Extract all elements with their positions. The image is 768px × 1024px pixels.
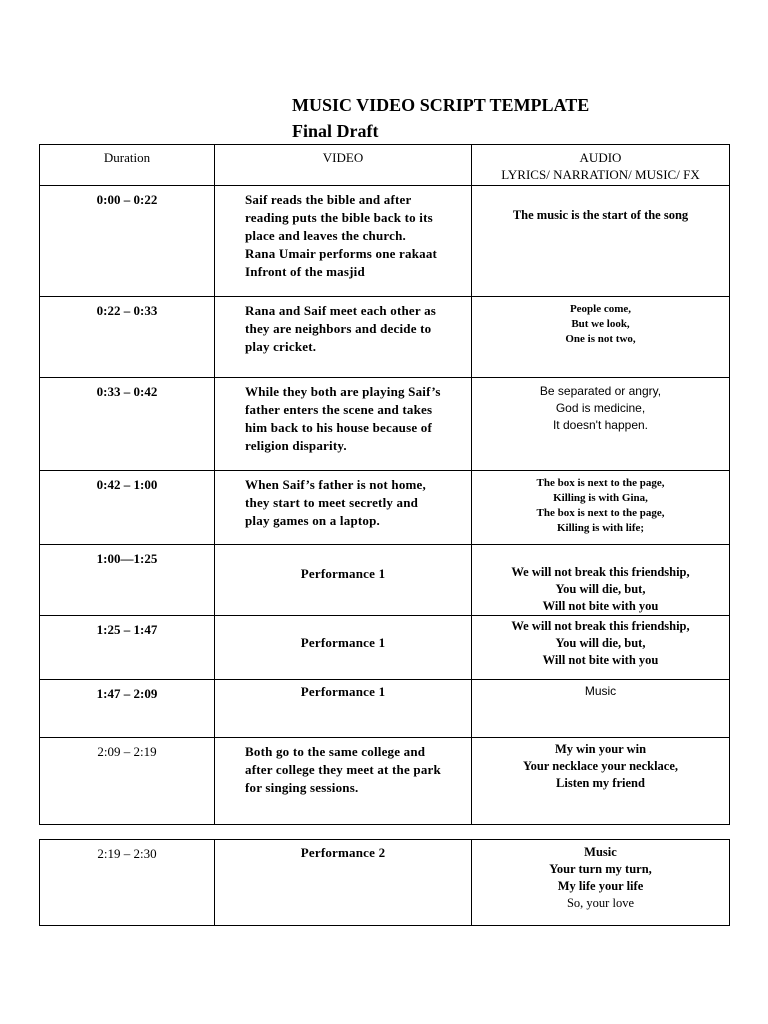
table-row — [40, 186, 730, 297]
audio-line: The box is next to the page, — [536, 477, 665, 489]
script-table — [39, 144, 730, 825]
audio-line: We will not break this friendship, — [511, 619, 690, 633]
audio-line: So, your love — [566, 896, 634, 910]
audio-line: The music is the start of the song — [512, 208, 689, 222]
audio-line: Music — [584, 684, 617, 698]
audio-cell — [472, 738, 730, 825]
video-cell — [215, 680, 472, 738]
video-line: When Saif’s father is not home, — [245, 477, 426, 492]
video-line: Both go to the same college and — [245, 744, 426, 759]
video-cell — [215, 545, 472, 616]
video-line: religion disparity. — [245, 438, 347, 453]
table-row — [40, 545, 730, 616]
video-cell — [215, 186, 472, 297]
video-line: Performance 1 — [300, 684, 386, 699]
video-cell — [215, 738, 472, 825]
duration-cell: 0:22 – 0:33 — [40, 297, 215, 378]
video-cell — [215, 616, 472, 680]
audio-line: Listen my friend — [556, 776, 645, 790]
video-line: While they both are playing Saif’s — [245, 384, 441, 399]
audio-cell — [472, 616, 730, 680]
video-line: they are neighbors and decide to — [245, 321, 432, 336]
video-line: Infront of the masjid — [245, 264, 365, 279]
video-line: after college they meet at the park — [245, 762, 441, 777]
document-subtitle: Final Draft — [292, 121, 379, 141]
document-title: MUSIC VIDEO SCRIPT TEMPLATE — [292, 95, 590, 115]
audio-cell — [472, 186, 730, 297]
audio-cell — [472, 680, 730, 738]
table-row — [40, 616, 730, 680]
video-line: they start to meet secretly and — [245, 495, 419, 510]
duration-cell: 2:09 – 2:19 — [40, 738, 215, 825]
table-row — [40, 378, 730, 471]
audio-line: Be separated or angry, — [539, 384, 662, 398]
duration-cell: 0:42 – 1:00 — [40, 471, 215, 545]
video-line: Rana Umair performs one rakaat — [245, 246, 438, 261]
audio-line: We will not break this friendship, — [511, 565, 690, 579]
header-audio-line2: LYRICS/ NARRATION/ MUSIC/ FX — [501, 167, 700, 182]
table-row — [40, 297, 730, 378]
audio-line: Will not bite with you — [542, 653, 659, 667]
duration-cell: 1:00—1:25 — [40, 545, 215, 616]
duration-cell: 1:25 – 1:47 — [40, 616, 215, 680]
duration-cell: 1:47 – 2:09 — [40, 680, 215, 738]
audio-line: The box is next to the page, — [536, 507, 665, 519]
audio-line: Killing is with life; — [556, 522, 645, 534]
audio-cell — [472, 297, 730, 378]
video-line: reading puts the bible back to its — [245, 210, 433, 225]
audio-line: People come, — [569, 303, 632, 315]
header-duration: Duration — [40, 145, 215, 186]
table-row — [40, 840, 730, 926]
audio-line: Killing is with Gina, — [553, 492, 648, 504]
audio-cell — [472, 840, 730, 926]
header-audio-line1: AUDIO — [579, 150, 622, 165]
video-cell — [215, 297, 472, 378]
audio-cell — [472, 545, 730, 616]
video-line: play cricket. — [245, 339, 317, 354]
duration-cell: 2:19 – 2:30 — [40, 840, 215, 926]
video-line: for singing sessions. — [245, 780, 359, 795]
video-line: Performance 2 — [300, 845, 386, 860]
video-line: Performance 1 — [300, 566, 386, 581]
audio-line: Your turn my turn, — [549, 862, 652, 876]
audio-line: God is medicine, — [555, 401, 646, 415]
video-cell — [215, 471, 472, 545]
audio-line: My life your life — [557, 879, 644, 893]
video-line: father enters the scene and takes — [245, 402, 433, 417]
header-video: VIDEO — [215, 145, 472, 186]
audio-cell — [472, 471, 730, 545]
header-audio — [472, 145, 730, 186]
audio-line: Will not bite with you — [542, 599, 659, 613]
video-cell — [215, 840, 472, 926]
audio-line: One is not two, — [565, 333, 636, 345]
audio-line: My win your win — [554, 742, 647, 756]
audio-line: Music — [584, 845, 617, 859]
duration-cell: 0:00 – 0:22 — [40, 186, 215, 297]
video-line: Performance 1 — [300, 635, 386, 650]
table-row — [40, 680, 730, 738]
audio-cell — [472, 378, 730, 471]
audio-line: But we look, — [571, 318, 630, 330]
video-line: play games on a laptop. — [245, 513, 380, 528]
script-table-continued — [39, 839, 730, 926]
audio-line: It doesn't happen. — [552, 418, 649, 432]
video-cell — [215, 378, 472, 471]
video-line: Saif reads the bible and after — [245, 192, 412, 207]
duration-cell: 0:33 – 0:42 — [40, 378, 215, 471]
table-header-row — [40, 145, 730, 186]
audio-line: You will die, but, — [555, 582, 646, 596]
audio-line: You will die, but, — [555, 636, 646, 650]
video-line: him back to his house because of — [245, 420, 432, 435]
audio-line: Your necklace your necklace, — [522, 759, 679, 773]
table-row — [40, 471, 730, 545]
table-row — [40, 738, 730, 825]
video-line: Rana and Saif meet each other as — [245, 303, 437, 318]
video-line: place and leaves the church. — [245, 228, 406, 243]
